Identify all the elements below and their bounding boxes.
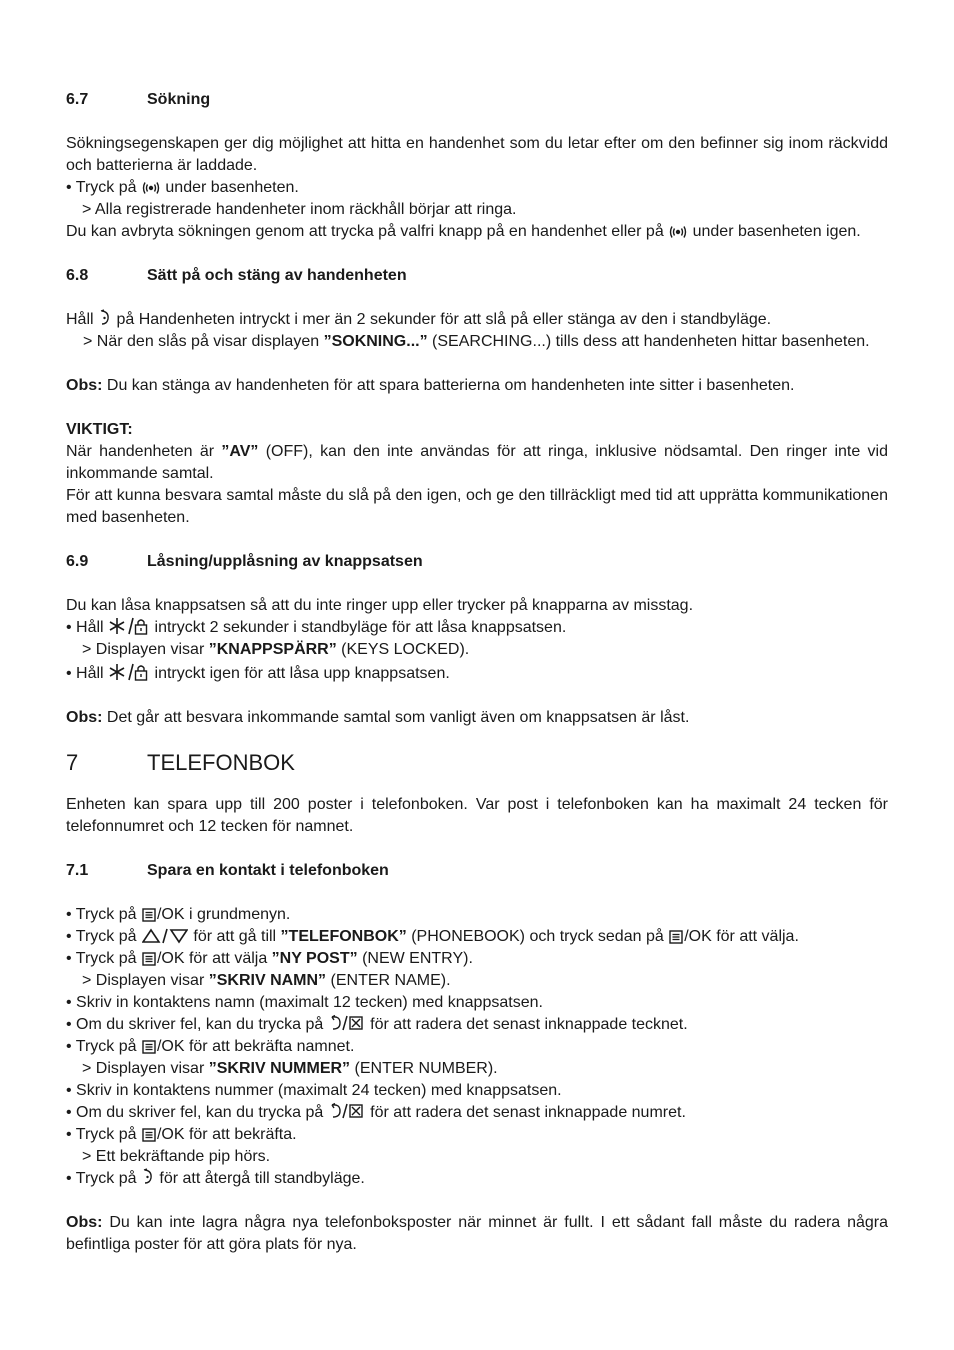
- star-lock-icon: [109, 617, 149, 635]
- paragraph: Enheten kan spara upp till 200 poster i telefonboken. Var post i telefonboken kan ha maximalt 24 tecken för telefonnumret och 12 tecken för namnet.: [66, 796, 888, 835]
- bullet-item: • Tryck på /OK för att bekräfta.: [66, 1126, 297, 1143]
- result-line: > Displayen visar ”KNAPPSPÄRR” (KEYS LOCKED).: [82, 641, 470, 658]
- result-line: > Displayen visar ”SKRIV NUMMER” (ENTER NUMBER).: [82, 1060, 498, 1077]
- paragraph: Sökningsegenskapen ger dig möjlighet att hitta en handenhet som du letar efter om den befinner sig inom räckvidd och batterierna är laddade.: [66, 135, 888, 174]
- paging-icon: [142, 181, 160, 195]
- heading-7: [66, 749, 888, 777]
- menu-icon: [142, 952, 156, 966]
- paragraph: För att kunna besvara samtal måste du slå på den igen, och ge den tillräckligt med tid att upprätta kommunikationen med basenheten.: [66, 487, 888, 526]
- bullet-item: • Tryck på under basenheten.: [66, 179, 299, 196]
- bullet-item: • Tryck på /OK i grundmenyn.: [66, 906, 291, 923]
- heading-6-9: [66, 551, 888, 573]
- heading-title: TELEFONBOK: [147, 750, 295, 775]
- star-lock-icon: [109, 663, 149, 681]
- bullet-item: • Om du skriver fel, kan du trycka på för att radera det senast inknappade numret.: [66, 1104, 686, 1121]
- note-label: Obs:: [66, 377, 103, 394]
- heading-title: Spara en kontakt i telefonboken: [147, 862, 389, 879]
- bullet-item: • Tryck på /OK för att bekräfta namnet.: [66, 1038, 355, 1055]
- heading-number: 7.1: [66, 862, 89, 879]
- heading-number: 6.7: [66, 91, 89, 108]
- bullet-item: • Håll intryckt igen för att låsa upp knappsatsen.: [66, 665, 450, 682]
- paragraph: Du kan låsa knappsatsen så att du inte ringer upp eller trycker på knapparna av misstag.: [66, 597, 694, 614]
- bullet-item: • Skriv in kontaktens namn (maximalt 12 tecken) med knappsatsen.: [66, 994, 543, 1011]
- menu-icon: [142, 1128, 156, 1142]
- heading-6-8: [66, 265, 888, 287]
- result-line: > Alla registrerade handenheter inom räckhåll börjar att ringa.: [82, 201, 517, 218]
- paging-icon: [669, 225, 687, 239]
- note-label: Obs:: [66, 1214, 103, 1231]
- up-down-arrows-icon: [142, 928, 188, 944]
- heading-number: 6.8: [66, 267, 89, 284]
- heading-6-7: [66, 89, 888, 111]
- note: Obs: Du kan inte lagra några nya telefonboksposter när minnet är fullt. I ett sådant fall måste du radera några befintliga poster för att göra plats för nya.: [66, 1214, 888, 1253]
- bullet-item: • Tryck på /OK för att välja ”NY POST” (NEW ENTRY).: [66, 950, 473, 967]
- bullet-item: • Tryck på för att återgå till standbyläge.: [66, 1170, 365, 1187]
- heading-title: Sökning: [147, 91, 211, 108]
- bullet-item: • Håll intryckt 2 sekunder i standbyläge för att låsa knappsatsen.: [66, 619, 567, 636]
- heading-number: 7: [66, 750, 79, 775]
- back-clear-icon: [329, 1102, 365, 1120]
- result-line: > Ett bekräftande pip hörs.: [82, 1148, 271, 1165]
- important-label: VIKTIGT:: [66, 421, 133, 438]
- paragraph: Du kan avbryta sökningen genom att trycka på valfri knapp på en handenhet eller på under basenheten igen.: [66, 223, 861, 240]
- note: Obs: Det går att besvara inkommande samtal som vanligt även om knappsatsen är låst.: [66, 709, 690, 726]
- result-line: > När den slås på visar displayen ”SOKNING...” (SEARCHING...) tills dess att handenheten hittar basenheten.: [83, 333, 870, 350]
- heading-title: Låsning/upplåsning av knappsatsen: [147, 553, 423, 570]
- note-label: Obs:: [66, 709, 103, 726]
- heading-number: 6.9: [66, 553, 89, 570]
- paragraph: Håll på Handenheten intryckt i mer än 2 sekunder för att slå på eller stänga av den i standbyläge.: [66, 311, 772, 328]
- power-icon: [99, 309, 111, 327]
- power-icon: [142, 1168, 154, 1186]
- bullet-item: • Tryck på för att gå till ”TELEFONBOK” (PHONEBOOK) och tryck sedan på /OK för att välja.: [66, 928, 799, 945]
- menu-icon: [142, 908, 156, 922]
- bullet-item: • Om du skriver fel, kan du trycka på för att radera det senast inknappade tecknet.: [66, 1016, 688, 1033]
- heading-7-1: [66, 860, 888, 882]
- menu-icon: [142, 1040, 156, 1054]
- result-line: > Displayen visar ”SKRIV NAMN” (ENTER NAME).: [82, 972, 451, 989]
- bullet-item: • Skriv in kontaktens nummer (maximalt 24 tecken) med knappsatsen.: [66, 1082, 562, 1099]
- paragraph: När handenheten är ”AV” (OFF), kan den inte användas för att ringa, inklusive nödsamtal. Den ringer inte vid inkommande samtal.: [66, 443, 888, 482]
- menu-icon: [669, 930, 683, 944]
- back-clear-icon: [329, 1014, 365, 1032]
- heading-title: Sätt på och stäng av handenheten: [147, 267, 407, 284]
- note: Obs: Du kan stänga av handenheten för att spara batterierna om handenheten inte sitter i basenheten.: [66, 377, 795, 394]
- page-content: [66, 89, 888, 1256]
